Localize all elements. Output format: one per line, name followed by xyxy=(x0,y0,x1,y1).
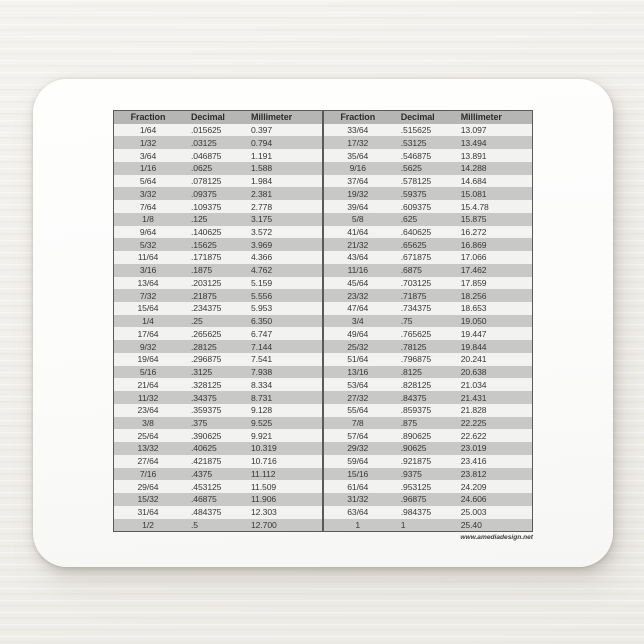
millimeter-cell: 20.241 xyxy=(460,354,487,365)
decimal-cell: .078125 xyxy=(191,176,222,187)
millimeter-cell: 22.225 xyxy=(460,417,487,428)
table-row xyxy=(114,429,322,442)
millimeter-cell: 10.716 xyxy=(251,456,277,467)
millimeter-cell: 5.556 xyxy=(251,290,273,301)
fraction-cell: 49/64 xyxy=(347,328,369,339)
fraction-cell: 27/64 xyxy=(137,456,159,467)
table-row xyxy=(114,378,322,391)
decimal-cell: .5 xyxy=(191,519,198,530)
table-row xyxy=(114,136,322,149)
fraction-cell: 3/16 xyxy=(139,265,157,276)
fraction-cell: 13/32 xyxy=(137,443,159,454)
decimal-cell: .421875 xyxy=(191,456,222,467)
decimal-cell: .84375 xyxy=(400,392,427,403)
fraction-cell: 11/32 xyxy=(137,392,159,403)
millimeter-cell: 18.653 xyxy=(460,303,487,314)
decimal-cell: .703125 xyxy=(400,277,432,288)
table-row xyxy=(324,327,532,340)
table-row xyxy=(324,391,532,404)
fraction-cell: 39/64 xyxy=(347,201,369,212)
millimeter-cell: 23.416 xyxy=(460,456,487,467)
table-row xyxy=(324,417,532,430)
table-row xyxy=(324,506,532,519)
decimal-cell: .5625 xyxy=(400,163,422,174)
decimal-cell: .15625 xyxy=(191,239,217,250)
table-row xyxy=(114,455,322,468)
fraction-cell: 29/32 xyxy=(347,443,369,454)
decimal-cell: .734375 xyxy=(400,303,432,314)
table-row xyxy=(324,366,532,379)
fraction-cell: 23/64 xyxy=(137,405,159,416)
fraction-cell: 47/64 xyxy=(347,303,369,314)
decimal-cell: .8125 xyxy=(400,367,422,378)
fraction-cell: 11/16 xyxy=(347,265,368,276)
table-row xyxy=(324,200,532,213)
decimal-cell: .25 xyxy=(191,316,203,327)
millimeter-cell: 8.334 xyxy=(251,379,273,390)
millimeter-cell: 3.175 xyxy=(251,214,273,225)
table-left-half xyxy=(114,111,322,531)
decimal-column-header: Decimal xyxy=(400,112,435,123)
decimal-cell: .78125 xyxy=(400,341,427,352)
table-row xyxy=(114,264,322,277)
decimal-cell: .890625 xyxy=(400,430,432,441)
decimal-cell: .96875 xyxy=(400,494,427,505)
table-row xyxy=(324,480,532,493)
fraction-cell: 7/32 xyxy=(139,290,157,301)
table-row xyxy=(114,162,322,175)
millimeter-cell: 25.40 xyxy=(460,519,482,530)
fraction-cell: 45/64 xyxy=(347,277,369,288)
millimeter-cell: 14.684 xyxy=(460,176,487,187)
decimal-cell: .546875 xyxy=(400,150,432,161)
fraction-cell: 5/8 xyxy=(351,214,364,225)
fraction-cell: 1 xyxy=(355,519,361,530)
millimeter-cell: 10.319 xyxy=(251,443,277,454)
fraction-cell: 19/32 xyxy=(347,188,369,199)
table-row xyxy=(324,340,532,353)
decimal-cell: 1 xyxy=(400,519,406,530)
decimal-cell: .640625 xyxy=(400,226,432,237)
table-row xyxy=(324,149,532,162)
table-row xyxy=(324,175,532,188)
decimal-cell: .484375 xyxy=(191,507,222,518)
millimeter-column-header: Millimeter xyxy=(251,112,293,123)
decimal-cell: .609375 xyxy=(400,201,432,212)
millimeter-cell: 21.034 xyxy=(460,379,487,390)
decimal-cell: .578125 xyxy=(400,176,432,187)
fraction-cell: 3/4 xyxy=(351,316,364,327)
fraction-cell: 7/64 xyxy=(139,201,157,212)
decimal-cell: .6875 xyxy=(400,265,422,276)
fraction-cell: 15/16 xyxy=(347,468,369,479)
fraction-cell: 31/32 xyxy=(347,494,369,505)
table-row xyxy=(324,519,532,532)
table-row xyxy=(114,391,322,404)
millimeter-cell: 21.431 xyxy=(460,392,487,403)
decimal-cell: .953125 xyxy=(400,481,432,492)
millimeter-cell: 19.050 xyxy=(460,316,487,327)
table-row xyxy=(324,442,532,455)
millimeter-cell: 14.288 xyxy=(460,163,487,174)
millimeter-cell: 19.844 xyxy=(460,341,487,352)
millimeter-cell: 13.494 xyxy=(460,137,487,148)
decimal-cell: .75 xyxy=(400,316,413,327)
fraction-cell: 3/8 xyxy=(142,417,154,428)
fraction-cell: 25/64 xyxy=(137,430,159,441)
decimal-cell: .59375 xyxy=(400,188,427,199)
decimal-cell: .109375 xyxy=(191,201,222,212)
table-row xyxy=(324,378,532,391)
fraction-cell: 1/8 xyxy=(142,214,154,225)
decimal-cell: .453125 xyxy=(191,481,222,492)
fraction-cell: 13/64 xyxy=(137,277,159,288)
table-row xyxy=(324,238,532,251)
table-row xyxy=(324,455,532,468)
fraction-cell: 13/16 xyxy=(347,367,369,378)
website-url: www.amediadesign.net xyxy=(460,534,533,541)
millimeter-cell: 1.191 xyxy=(251,150,273,161)
millimeter-cell: 9.525 xyxy=(251,417,273,428)
millimeter-cell: 13.891 xyxy=(460,150,487,161)
table-row xyxy=(114,213,322,226)
fraction-cell: 7/8 xyxy=(351,417,364,428)
millimeter-cell: 15.875 xyxy=(460,214,487,225)
millimeter-cell: 15.4.78 xyxy=(460,201,489,212)
fraction-cell: 15/32 xyxy=(137,494,159,505)
millimeter-cell: 21.828 xyxy=(460,405,487,416)
millimeter-cell: 1.984 xyxy=(251,176,273,187)
fraction-cell: 37/64 xyxy=(347,176,369,187)
conversion-table xyxy=(113,110,533,532)
decimal-cell: .671875 xyxy=(400,252,432,263)
millimeter-cell: 8.731 xyxy=(251,392,273,403)
millimeter-cell: 18.256 xyxy=(460,290,487,301)
decimal-cell: .875 xyxy=(400,417,418,428)
table-row xyxy=(114,442,322,455)
table-row xyxy=(324,315,532,328)
table-row xyxy=(324,302,532,315)
millimeter-cell: 11.509 xyxy=(251,481,277,492)
millimeter-cell: 9.921 xyxy=(251,430,273,441)
table-row xyxy=(324,226,532,239)
fraction-cell: 9/64 xyxy=(139,226,157,237)
decimal-cell: .140625 xyxy=(191,226,222,237)
fraction-cell: 19/64 xyxy=(137,354,159,365)
table-row xyxy=(114,493,322,506)
millimeter-cell: 22.622 xyxy=(460,430,487,441)
decimal-cell: .53125 xyxy=(400,137,427,148)
millimeter-cell: 5.159 xyxy=(251,277,273,288)
fraction-cell: 21/32 xyxy=(347,239,369,250)
fraction-cell: 1/64 xyxy=(139,125,157,136)
millimeter-cell: 12.700 xyxy=(251,519,277,530)
table-row xyxy=(114,175,322,188)
decimal-cell: .765625 xyxy=(400,328,432,339)
table-row xyxy=(114,238,322,251)
fraction-cell: 31/64 xyxy=(137,507,159,518)
decimal-cell: .4375 xyxy=(191,468,213,479)
table-row xyxy=(114,480,322,493)
fraction-cell: 7/16 xyxy=(139,468,157,479)
table-row xyxy=(114,277,322,290)
fraction-cell: 17/32 xyxy=(347,137,369,148)
millimeter-cell: 13.097 xyxy=(460,125,487,136)
decimal-cell: .46875 xyxy=(191,494,217,505)
millimeter-cell: 0.794 xyxy=(251,137,273,148)
table-row xyxy=(324,429,532,442)
millimeter-cell: 15.081 xyxy=(460,188,487,199)
fraction-cell: 11/64 xyxy=(137,252,159,263)
millimeter-cell: 4.366 xyxy=(251,252,273,263)
millimeter-cell: 5.953 xyxy=(251,303,273,314)
fraction-column-header: Fraction xyxy=(130,112,166,123)
decimal-cell: .375 xyxy=(191,417,208,428)
millimeter-column-header: Millimeter xyxy=(460,112,502,123)
decimal-cell: .390625 xyxy=(191,430,222,441)
fraction-cell: 23/32 xyxy=(347,290,369,301)
decimal-cell: .40625 xyxy=(191,443,217,454)
decimal-cell: .921875 xyxy=(400,456,432,467)
millimeter-cell: 11.906 xyxy=(251,494,277,505)
table-row xyxy=(114,302,322,315)
fraction-cell: 41/64 xyxy=(347,226,369,237)
decimal-cell: .28125 xyxy=(191,341,217,352)
millimeter-cell: 17.462 xyxy=(460,265,487,276)
fraction-cell: 9/16 xyxy=(349,163,366,174)
decimal-cell: .015625 xyxy=(191,125,222,136)
fraction-cell: 35/64 xyxy=(347,150,369,161)
millimeter-cell: 9.128 xyxy=(251,405,273,416)
decimal-cell: .1875 xyxy=(191,265,213,276)
decimal-cell: .859375 xyxy=(400,405,432,416)
fraction-cell: 27/32 xyxy=(347,392,369,403)
fraction-cell: 59/64 xyxy=(347,456,369,467)
decimal-cell: .3125 xyxy=(191,367,213,378)
millimeter-cell: 3.969 xyxy=(251,239,273,250)
fraction-cell: 5/32 xyxy=(139,239,157,250)
decimal-cell: .796875 xyxy=(400,354,432,365)
table-row xyxy=(114,149,322,162)
decimal-column-header: Decimal xyxy=(191,112,225,123)
millimeter-cell: 20.638 xyxy=(460,367,487,378)
millimeter-cell: 2.778 xyxy=(251,201,273,212)
table-row xyxy=(114,187,322,200)
table-row xyxy=(324,493,532,506)
table-row xyxy=(324,468,532,481)
millimeter-cell: 25.003 xyxy=(460,507,487,518)
table-row xyxy=(114,289,322,302)
millimeter-cell: 2.381 xyxy=(251,188,273,199)
fraction-cell: 5/16 xyxy=(139,367,157,378)
table-row xyxy=(114,404,322,417)
fraction-cell: 33/64 xyxy=(347,125,369,136)
decimal-cell: .71875 xyxy=(400,290,427,301)
decimal-cell: .296875 xyxy=(191,354,222,365)
decimal-cell: .171875 xyxy=(191,252,222,263)
decimal-cell: .65625 xyxy=(400,239,427,250)
table-row xyxy=(324,264,532,277)
decimal-cell: .203125 xyxy=(191,277,222,288)
fraction-cell: 29/64 xyxy=(137,481,159,492)
millimeter-cell: 4.762 xyxy=(251,265,273,276)
table-row xyxy=(114,340,322,353)
fraction-cell: 3/32 xyxy=(139,188,157,199)
table-row xyxy=(324,213,532,226)
fraction-cell: 51/64 xyxy=(347,354,369,365)
fraction-cell: 17/64 xyxy=(137,328,159,339)
millimeter-cell: 17.066 xyxy=(460,252,487,263)
millimeter-cell: 7.541 xyxy=(251,354,273,365)
table-row xyxy=(114,327,322,340)
decimal-cell: .234375 xyxy=(191,303,222,314)
decimal-cell: .09375 xyxy=(191,188,217,199)
decimal-cell: .265625 xyxy=(191,328,222,339)
millimeter-cell: 16.869 xyxy=(460,239,487,250)
table-row xyxy=(324,353,532,366)
fraction-cell: 3/64 xyxy=(139,150,157,161)
fraction-cell: 63/64 xyxy=(347,507,369,518)
table-header-row xyxy=(114,111,322,124)
table-row xyxy=(114,468,322,481)
table-header-row xyxy=(324,111,532,124)
decimal-cell: .515625 xyxy=(400,125,432,136)
table-row xyxy=(324,404,532,417)
decimal-cell: .984375 xyxy=(400,507,432,518)
fraction-cell: 55/64 xyxy=(347,405,369,416)
millimeter-cell: 24.209 xyxy=(460,481,487,492)
fraction-cell: 1/16 xyxy=(139,163,157,174)
fraction-cell: 25/32 xyxy=(347,341,369,352)
millimeter-cell: 7.144 xyxy=(251,341,273,352)
millimeter-cell: 23.812 xyxy=(460,468,487,479)
decimal-cell: .03125 xyxy=(191,137,217,148)
decimal-cell: .046875 xyxy=(191,150,222,161)
decimal-cell: .9375 xyxy=(400,468,422,479)
millimeter-cell: 12.303 xyxy=(251,507,277,518)
millimeter-cell: 11.112 xyxy=(251,468,276,479)
table-row xyxy=(324,277,532,290)
table-row xyxy=(114,417,322,430)
table-row xyxy=(324,162,532,175)
table-row xyxy=(114,366,322,379)
millimeter-cell: 23.019 xyxy=(460,443,487,454)
decimal-cell: .359375 xyxy=(191,405,222,416)
fraction-cell: 43/64 xyxy=(347,252,369,263)
table-row xyxy=(324,136,532,149)
fraction-cell: 15/64 xyxy=(137,303,159,314)
fraction-cell: 5/64 xyxy=(139,176,157,187)
table-row xyxy=(114,353,322,366)
fraction-column-header: Fraction xyxy=(340,112,376,123)
fraction-cell: 1/2 xyxy=(142,519,154,530)
decimal-cell: .125 xyxy=(191,214,208,225)
table-row xyxy=(324,187,532,200)
decimal-cell: .34375 xyxy=(191,392,217,403)
millimeter-cell: 19.447 xyxy=(460,328,487,339)
table-row xyxy=(114,519,322,532)
millimeter-cell: 0.397 xyxy=(251,125,273,136)
decimal-cell: .90625 xyxy=(400,443,427,454)
fraction-cell: 9/32 xyxy=(139,341,157,352)
table-row xyxy=(114,226,322,239)
decimal-cell: .21875 xyxy=(191,290,217,301)
decimal-cell: .328125 xyxy=(191,379,222,390)
table-row xyxy=(114,506,322,519)
table-row xyxy=(114,200,322,213)
table-row xyxy=(114,315,322,328)
millimeter-cell: 7.938 xyxy=(251,367,273,378)
table-right-half xyxy=(324,111,532,531)
millimeter-cell: 6.350 xyxy=(251,316,273,327)
table-row xyxy=(324,289,532,302)
fraction-cell: 21/64 xyxy=(137,379,159,390)
decimal-cell: .625 xyxy=(400,214,418,225)
millimeter-cell: 1.588 xyxy=(251,163,273,174)
fraction-cell: 1/4 xyxy=(142,316,154,327)
fraction-cell: 57/64 xyxy=(347,430,369,441)
fraction-cell: 53/64 xyxy=(347,379,369,390)
table-row xyxy=(324,251,532,264)
table-row xyxy=(324,124,532,137)
mousepad xyxy=(33,79,613,567)
decimal-cell: .0625 xyxy=(191,163,213,174)
fraction-cell: 61/64 xyxy=(347,481,369,492)
table-row xyxy=(114,124,322,137)
millimeter-cell: 6.747 xyxy=(251,328,273,339)
millimeter-cell: 24.606 xyxy=(460,494,487,505)
decimal-cell: .828125 xyxy=(400,379,432,390)
millimeter-cell: 16.272 xyxy=(460,226,487,237)
fraction-cell: 1/32 xyxy=(139,137,157,148)
millimeter-cell: 3.572 xyxy=(251,226,273,237)
table-row xyxy=(114,251,322,264)
millimeter-cell: 17.859 xyxy=(460,277,487,288)
